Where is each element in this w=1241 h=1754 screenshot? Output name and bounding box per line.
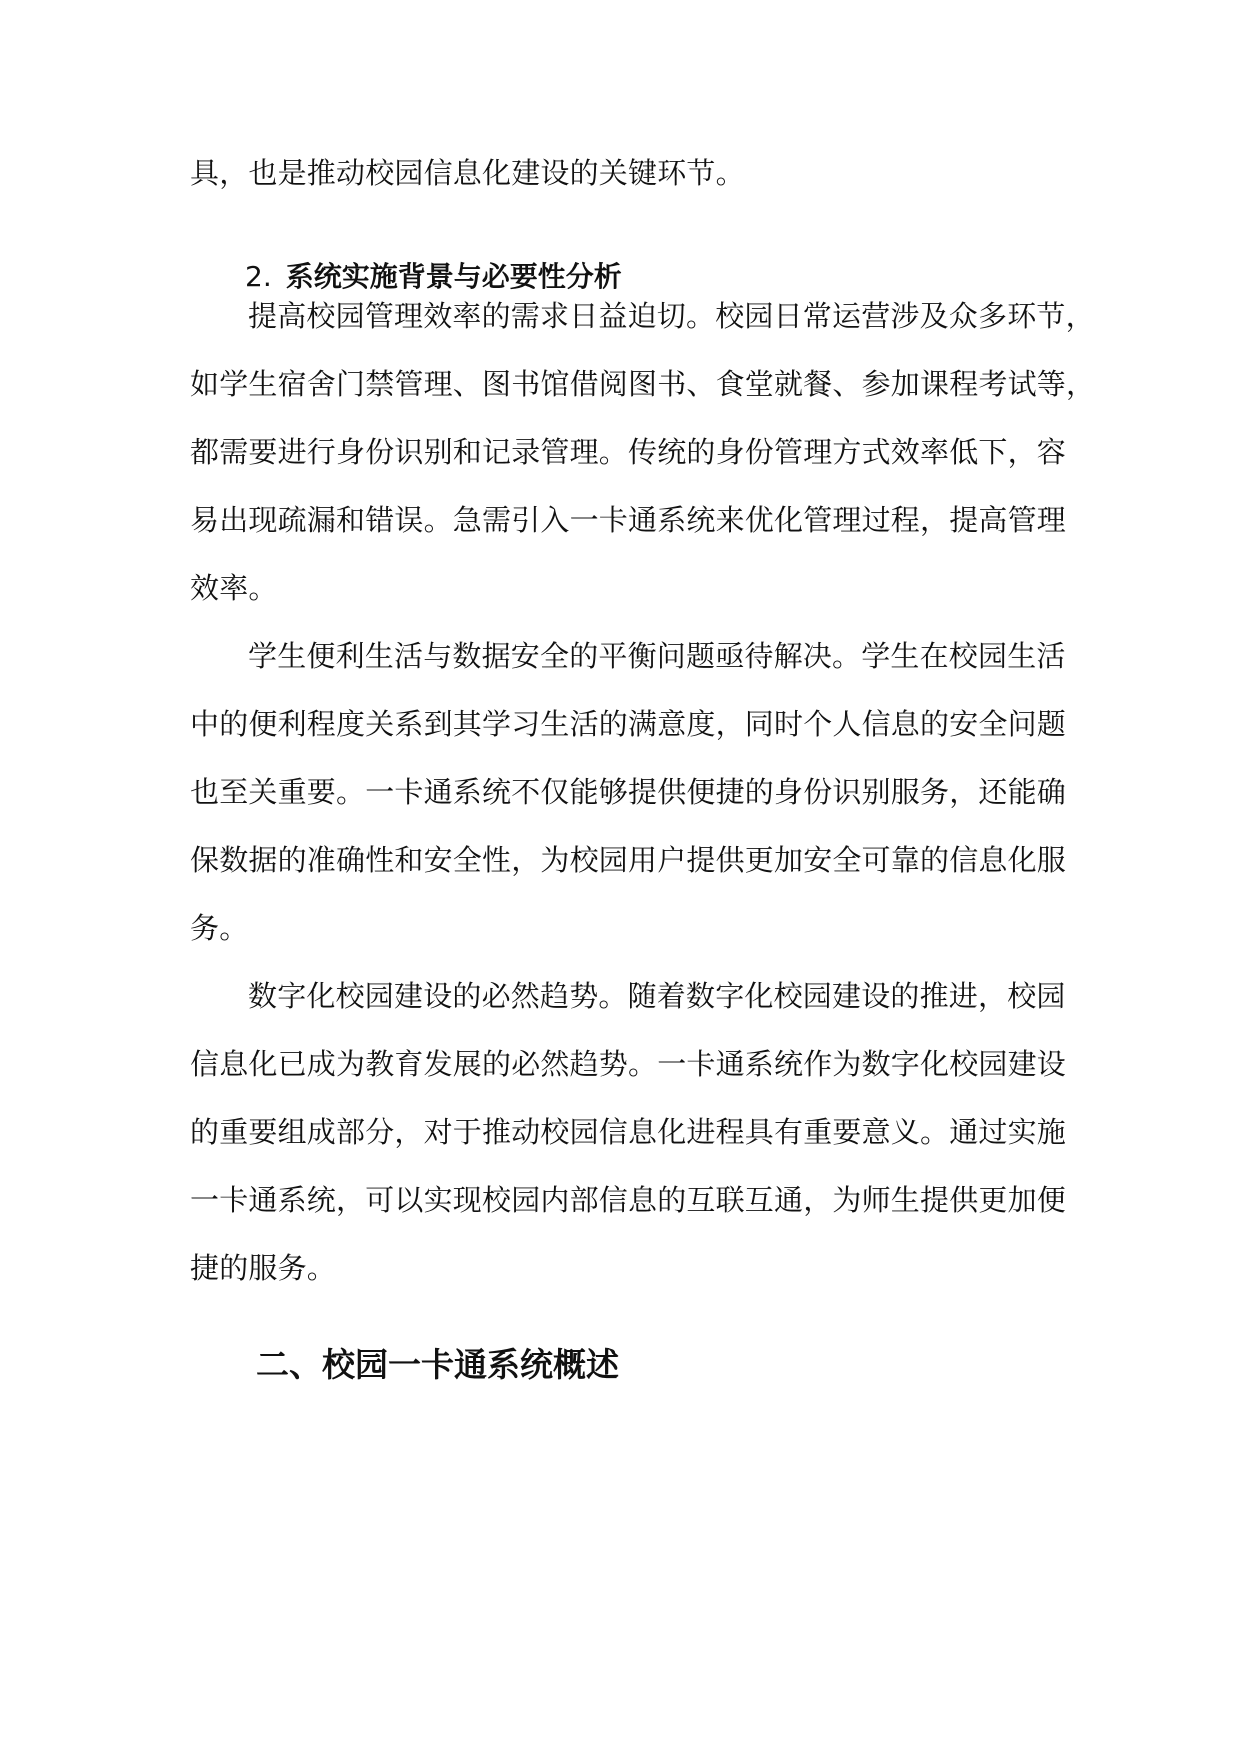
section-title: 系统实施背景与必要性分析 xyxy=(285,260,622,293)
paragraph-3-line-1: 数字化校园建设的必然趋势。随着数字化校园建设的推进，校园 xyxy=(248,979,1066,1013)
paragraph-2-line-2: 中的便利程度关系到其学习生活的满意度，同时个人信息的安全问题 xyxy=(190,707,1067,741)
paragraph-2-line-1: 学生便利生活与数据安全的平衡问题亟待解决。学生在校园生活 xyxy=(248,639,1066,673)
paragraph-2-line-4: 保数据的准确性和安全性，为校园用户提供更加安全可靠的信息化服 xyxy=(190,843,1067,877)
paragraph-1-line-5: 效率。 xyxy=(190,571,278,605)
paragraph-1-line-3: 都需要进行身份识别和记录管理。传统的身份管理方式效率低下，容 xyxy=(190,435,1067,469)
paragraph-3-line-3: 的重要组成部分，对于推动校园信息化进程具有重要意义。通过实施 xyxy=(190,1115,1067,1149)
intro-tail-line: 具，也是推动校园信息化建设的关键环节。 xyxy=(190,156,745,190)
paragraph-3-line-2: 信息化已成为教育发展的必然趋势。一卡通系统作为数字化校园建设 xyxy=(190,1047,1067,1081)
paragraph-1-line-4: 易出现疏漏和错误。急需引入一卡通系统来优化管理过程，提高管理 xyxy=(190,503,1067,537)
paragraph-3-line-5: 捷的服务。 xyxy=(190,1251,337,1285)
paragraph-1-line-2: 如学生宿舍门禁管理、图书馆借阅图书、食堂就餐、参加课程考试等， xyxy=(190,367,1096,401)
paragraph-2-line-5: 务。 xyxy=(190,911,249,945)
chapter-heading: 二、校园一卡通系统概述 xyxy=(256,1345,619,1384)
paragraph-2-line-3: 也至关重要。一卡通系统不仅能够提供便捷的身份识别服务，还能确 xyxy=(190,775,1067,809)
paragraph-3-line-4: 一卡通系统，可以实现校园内部信息的互联互通，为师生提供更加便 xyxy=(190,1183,1067,1217)
section-number: 2. xyxy=(245,260,272,293)
paragraph-1-line-1: 提高校园管理效率的需求日益迫切。校园日常运营涉及众多环节， xyxy=(248,299,1095,333)
section-heading xyxy=(245,257,622,297)
